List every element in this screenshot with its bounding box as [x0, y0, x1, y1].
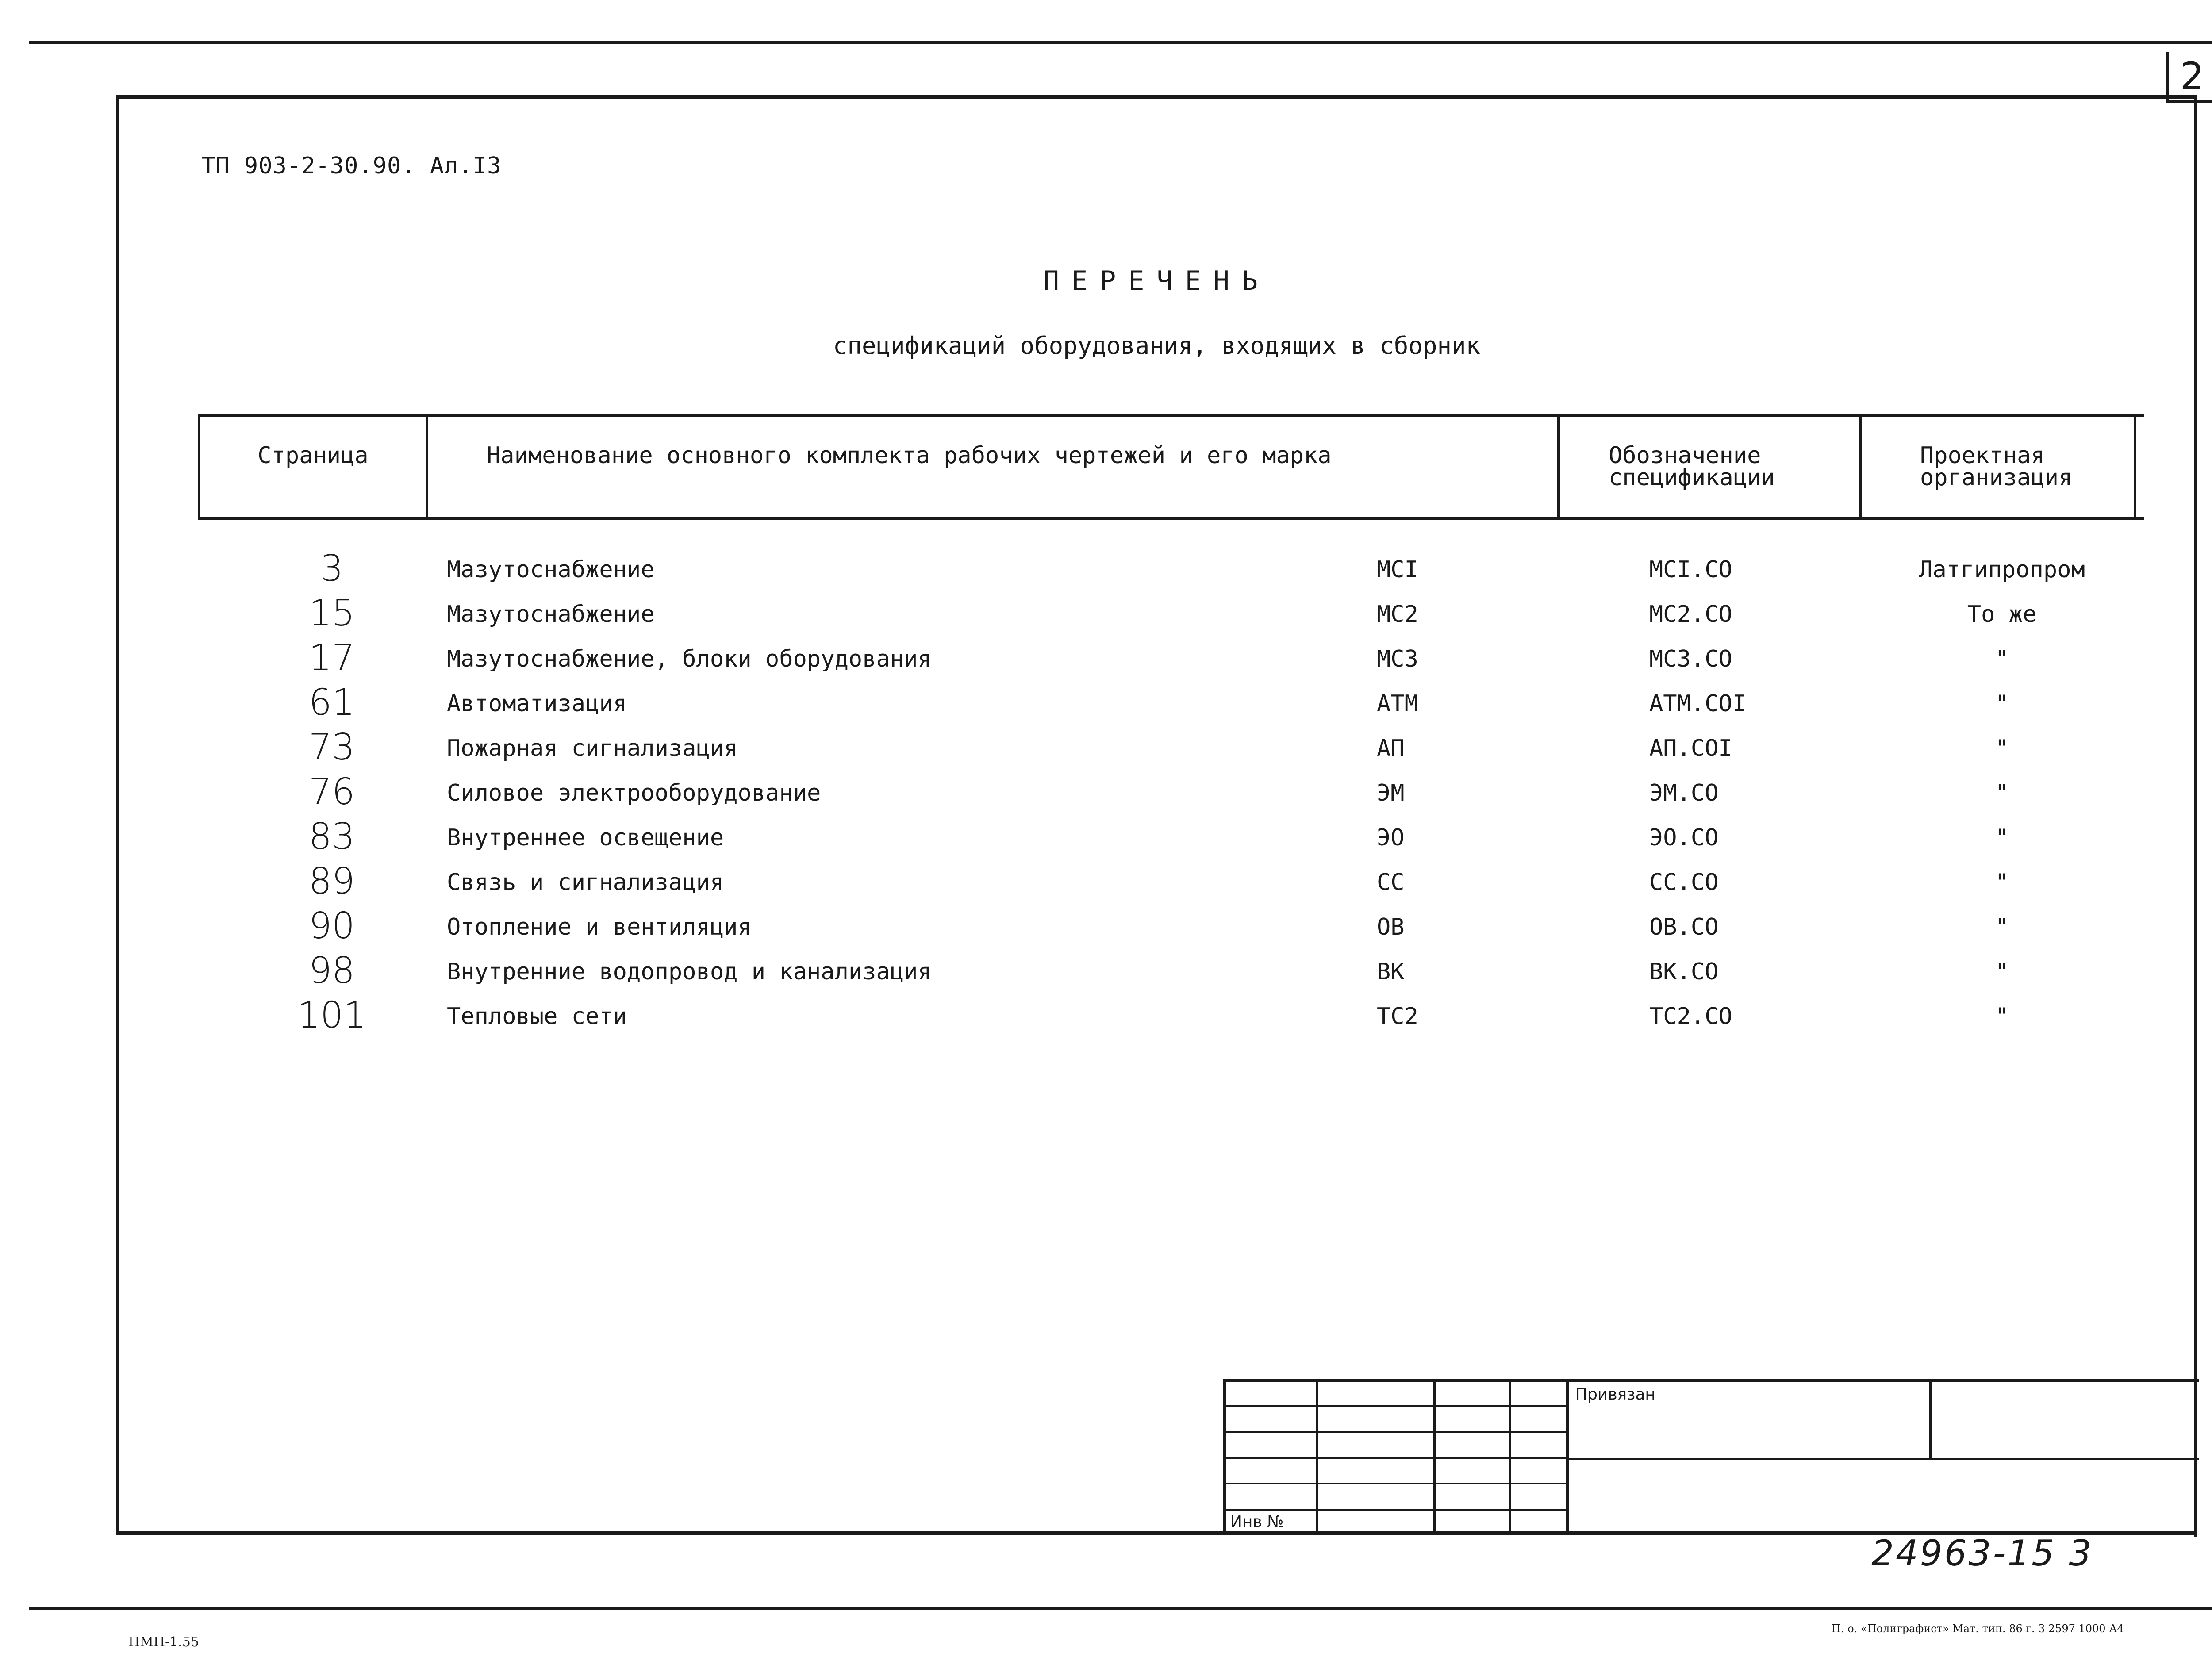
bottom-border-line	[29, 1607, 2212, 1610]
row-spec: АП.СОI	[1649, 735, 1732, 762]
row-mark: ЭМ	[1377, 780, 1405, 806]
row-spec: ТС2.СО	[1649, 1003, 1732, 1030]
row-org: Латгипропром	[1919, 556, 2085, 583]
row-name: Внутренние водопровод и канализация	[447, 959, 932, 985]
stamp-divider	[1929, 1382, 1932, 1458]
table-row	[0, 905, 2212, 955]
document-code: ТП 903-2-30.90. Ал.I3	[201, 153, 502, 179]
row-page: 3	[320, 548, 344, 590]
table-row	[0, 592, 2212, 642]
row-page: 90	[308, 905, 355, 947]
inventory-label: Инв №	[1230, 1513, 1284, 1531]
row-spec: ЭО.СО	[1649, 824, 1719, 851]
table-row	[0, 726, 2212, 776]
table-row	[0, 682, 2212, 731]
row-org: "	[1995, 646, 2009, 672]
row-spec: ЭМ.СО	[1649, 780, 1719, 806]
top-border-line	[29, 41, 2212, 44]
stamp-row-line	[1226, 1431, 1567, 1433]
row-name: Мазутоснабжение, блоки оборудования	[447, 646, 932, 672]
row-mark: ТС2	[1377, 1003, 1418, 1030]
table-row	[0, 548, 2212, 597]
row-mark: АТМ	[1377, 690, 1418, 717]
header-org-line1: Проектная	[1920, 442, 2045, 469]
row-mark: ОВ	[1377, 914, 1405, 940]
header-divider	[1859, 414, 1862, 520]
row-org: "	[1995, 959, 2009, 985]
stamp-row-line	[1567, 1458, 2199, 1460]
row-spec: СС.СО	[1649, 869, 1719, 896]
row-org: То же	[1967, 601, 2037, 628]
row-page: 61	[308, 682, 355, 724]
table-row	[0, 950, 2212, 999]
row-mark: СС	[1377, 869, 1405, 896]
form-code: ПМП-1.55	[128, 1634, 199, 1650]
row-name: Связь и сигнализация	[447, 869, 724, 896]
stamp-row-line	[1226, 1509, 1567, 1511]
header-spec-line2: спецификации	[1609, 464, 1775, 491]
stamp-row-line	[1226, 1457, 1567, 1459]
table-row	[0, 860, 2212, 910]
printer-imprint: П. о. «Полиграфист» Мат. тип. 86 г. З 2597 1000 А4	[1832, 1622, 2124, 1635]
row-spec: МС2.СО	[1649, 601, 1732, 628]
table-row	[0, 994, 2212, 1044]
header-org-line2: организация	[1920, 464, 2073, 491]
row-name: Внутреннее освещение	[447, 824, 724, 851]
row-name: Пожарная сигнализация	[447, 735, 738, 762]
header-name: Наименование основного комплекта рабочих чертежей и его марка	[487, 442, 1332, 469]
header-spec-line1: Обозначение	[1609, 442, 1761, 469]
table-row	[0, 816, 2212, 865]
row-name: Тепловые сети	[447, 1003, 627, 1030]
row-spec: ОВ.СО	[1649, 914, 1719, 940]
header-divider	[2134, 414, 2136, 520]
row-spec: ВК.СО	[1649, 959, 1719, 985]
page-title: ПЕРЕЧЕНЬ	[1043, 265, 1270, 296]
row-org: "	[1995, 869, 2009, 896]
row-org: "	[1995, 690, 2009, 717]
stamp-row-line	[1226, 1483, 1567, 1484]
row-org: "	[1995, 1003, 2009, 1030]
bound-label: Привязан	[1575, 1385, 1655, 1404]
row-name: Силовое электрооборудование	[447, 780, 821, 806]
header-spec	[1609, 414, 1856, 520]
row-name: Мазутоснабжение	[447, 556, 655, 583]
row-mark: АП	[1377, 735, 1405, 762]
header-page: Страница	[257, 442, 369, 469]
page-subtitle: спецификаций оборудования, входящих в сборник	[833, 332, 1480, 360]
row-page: 83	[308, 816, 355, 858]
row-mark: МС2	[1377, 601, 1418, 628]
row-page: 73	[308, 726, 355, 768]
title-stamp	[1223, 1379, 2199, 1535]
row-page: 76	[308, 771, 355, 813]
row-org: "	[1995, 735, 2009, 762]
row-mark: ЭО	[1377, 824, 1405, 851]
archive-number: 24963-15 3	[1871, 1533, 2093, 1574]
row-page: 17	[308, 637, 355, 679]
table-row	[0, 771, 2212, 821]
header-org	[1920, 414, 2132, 520]
sheet-number: 2	[2180, 54, 2204, 99]
row-mark: МСI	[1377, 556, 1418, 583]
row-org: "	[1995, 780, 2009, 806]
stamp-row-line	[1226, 1405, 1567, 1407]
row-name: Отопление и вентиляция	[447, 914, 752, 940]
row-page: 15	[308, 592, 355, 634]
row-page: 98	[308, 950, 355, 992]
row-org: "	[1995, 824, 2009, 851]
table-row	[0, 637, 2212, 686]
row-mark: МС3	[1377, 646, 1418, 672]
row-page: 101	[297, 994, 367, 1036]
row-spec: МС3.СО	[1649, 646, 1732, 672]
header-divider	[426, 414, 428, 520]
row-spec: МСI.СО	[1649, 556, 1732, 583]
row-spec: АТМ.СОI	[1649, 690, 1747, 717]
row-org: "	[1995, 914, 2009, 940]
row-name: Мазутоснабжение	[447, 601, 655, 628]
row-name: Автоматизация	[447, 690, 627, 717]
header-divider	[1557, 414, 1560, 520]
row-page: 89	[308, 860, 355, 902]
row-mark: ВК	[1377, 959, 1405, 985]
